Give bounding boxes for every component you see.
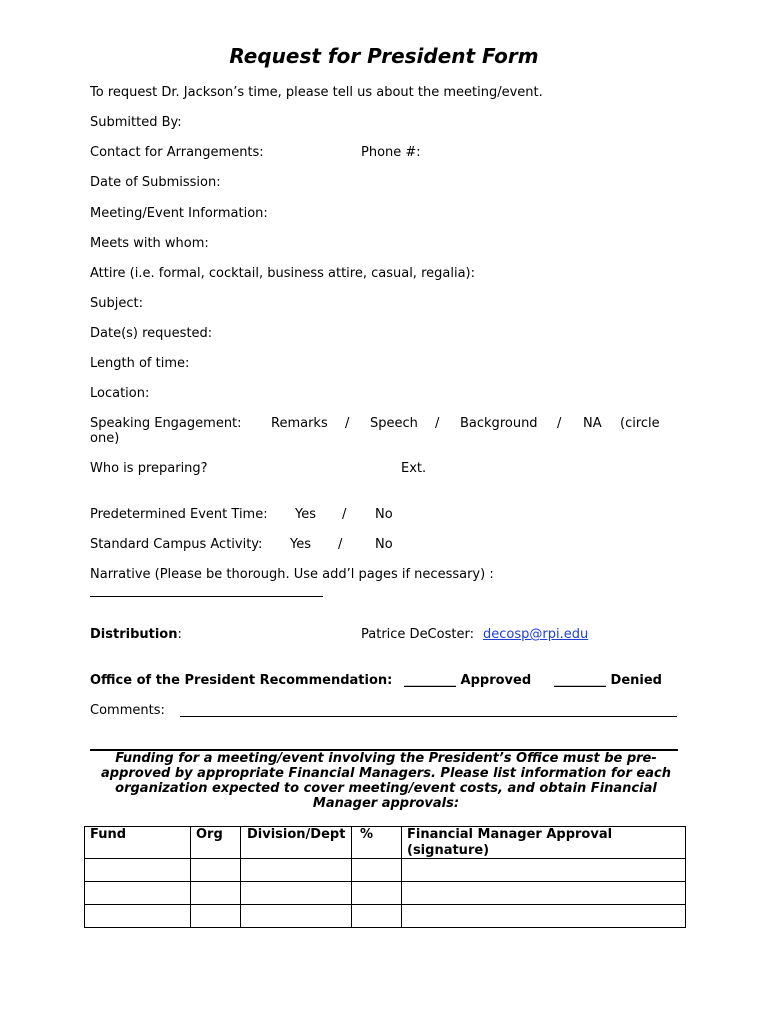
meets-with-label: Meets with whom: — [90, 236, 209, 251]
speaking-separator: / — [345, 416, 350, 431]
table-row-line — [84, 904, 686, 905]
table-border-bottom — [84, 927, 686, 928]
narrative-line — [90, 596, 323, 597]
subject-label: Subject: — [90, 296, 143, 311]
page-title: Request for President Form — [229, 44, 539, 68]
speaking-note-cont: one) — [90, 431, 120, 446]
distribution-person: Patrice DeCoster: — [361, 627, 474, 642]
submitted-by-label: Submitted By: — [90, 115, 182, 130]
speaking-option-speech: Speech — [370, 416, 418, 431]
table-header-org: Org — [196, 827, 223, 842]
distribution-colon: : — [177, 627, 182, 642]
recommendation-approved: ________ Approved — [404, 673, 532, 688]
table-row-line — [84, 881, 686, 882]
length-label: Length of time: — [90, 356, 190, 371]
table-header-percent: % — [360, 827, 374, 842]
speaking-note: (circle — [620, 416, 660, 431]
comments-label: Comments: — [90, 703, 165, 718]
table-col-line — [351, 826, 352, 927]
standard-no: No — [375, 537, 393, 552]
funding-note: Funding for a meeting/event involving the President’s Office must be pre-approved by appropriate Financial Managers. Please list information for each organization expected to cover meeting/event costs, and obtain Financial Manager approvals: — [101, 751, 671, 811]
recommendation-denied: ________ Denied — [554, 673, 662, 688]
standard-label: Standard Campus Activity: — [90, 537, 263, 552]
table-col-line — [401, 826, 402, 927]
location-label: Location: — [90, 386, 150, 401]
contact-label: Contact for Arrangements: — [90, 145, 264, 160]
table-col-line — [190, 826, 191, 927]
standard-separator: / — [338, 537, 343, 552]
who-preparing-label: Who is preparing? — [90, 461, 208, 476]
recommendation-label: Office of the President Recommendation: — [90, 673, 393, 688]
distribution-email-link[interactable]: decosp@rpi.edu — [483, 627, 589, 642]
distribution-label-text: Distribution — [90, 627, 178, 642]
speaking-separator: / — [557, 416, 562, 431]
table-col-line — [240, 826, 241, 927]
table-header-approval: Financial Manager Approval (signature) — [407, 827, 613, 858]
table-col-line — [685, 826, 686, 927]
speaking-option-remarks: Remarks — [271, 416, 328, 431]
meeting-info-label: Meeting/Event Information: — [90, 206, 268, 221]
predetermined-yes: Yes — [295, 507, 316, 522]
comments-line — [180, 716, 677, 717]
speaking-separator: / — [435, 416, 440, 431]
speaking-option-na: NA — [583, 416, 602, 431]
table-header-fund: Fund — [90, 827, 127, 842]
ext-label: Ext. — [401, 461, 427, 476]
distribution-label — [90, 627, 182, 642]
dates-requested-label: Date(s) requested: — [90, 326, 213, 341]
date-submission-label: Date of Submission: — [90, 175, 221, 190]
predetermined-label: Predetermined Event Time: — [90, 507, 268, 522]
narrative-label: Narrative (Please be thorough. Use add’l pages if necessary) : — [90, 567, 494, 582]
intro-text: To request Dr. Jackson’s time, please tell us about the meeting/event. — [90, 85, 543, 100]
table-header-division: Division/Dept — [247, 827, 346, 842]
attire-label: Attire (i.e. formal, cocktail, business attire, casual, regalia): — [90, 266, 475, 281]
speaking-label: Speaking Engagement: — [90, 416, 242, 431]
predetermined-separator: / — [342, 507, 347, 522]
phone-label: Phone #: — [361, 145, 421, 160]
table-col-line — [84, 826, 85, 927]
speaking-option-background: Background — [460, 416, 538, 431]
standard-yes: Yes — [290, 537, 311, 552]
predetermined-no: No — [375, 507, 393, 522]
